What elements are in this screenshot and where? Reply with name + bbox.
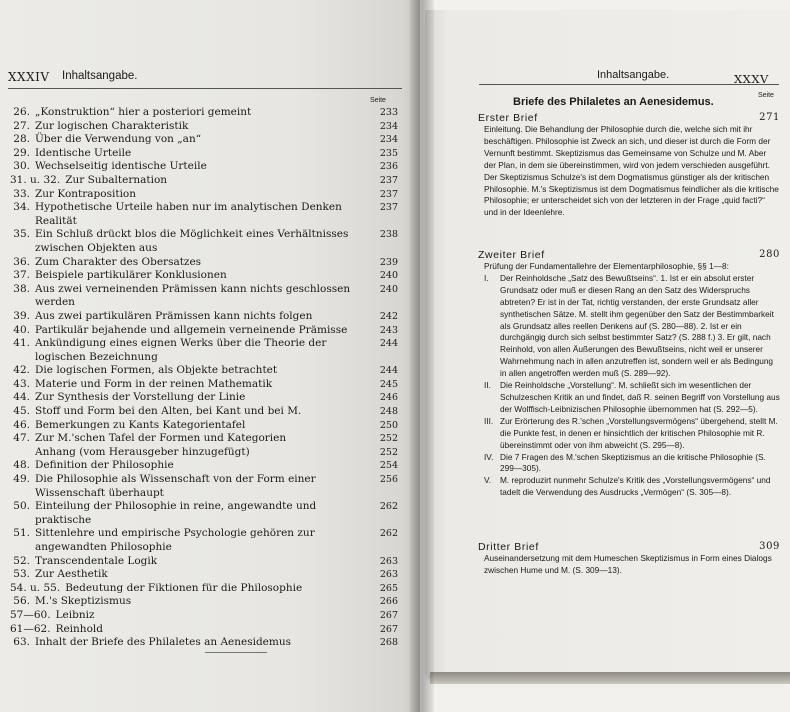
toc-entry-number: 34. [13, 201, 30, 214]
toc-entry-page: 256 [379, 474, 398, 486]
toc-entry [8, 636, 398, 650]
toc-entry-page: 262 [379, 501, 398, 513]
toc-entry-number: 52. [13, 554, 30, 567]
toc-entry-title: Bedeutung der Fiktionen für die Philosophie [65, 581, 303, 594]
toc-entry [8, 269, 398, 283]
toc-entry-page: 246 [379, 392, 398, 404]
left-footer-rule [205, 652, 267, 653]
toc-entry-page: 237 [379, 188, 398, 200]
letter-3-title: Dritter Brief [478, 541, 539, 553]
toc-entry-page: 263 [379, 555, 398, 567]
toc-entry-number: 45. [13, 405, 30, 418]
right-running-head: Inhaltsangabe. [597, 69, 670, 81]
toc-entry-number: 47. [13, 432, 30, 445]
toc-entry-title: Über die Verwendung von „an“ [35, 133, 202, 146]
toc-entry-number: 49. [13, 473, 30, 486]
toc-entry-page: 245 [379, 378, 398, 390]
letter-2-items [484, 273, 780, 499]
toc-entry [8, 324, 398, 338]
toc-entry-page: 244 [379, 365, 398, 377]
left-toc-list [8, 106, 398, 650]
letter-2-item [484, 416, 780, 452]
toc-entry-title: Partikulär bejahende und allgemein verneinende Prämisse [35, 323, 348, 336]
item-roman-numeral: II. [484, 380, 491, 391]
toc-entry-number: 56. [13, 595, 30, 608]
toc-entry-number: 43. [13, 377, 30, 390]
toc-entry-page: 263 [379, 569, 398, 581]
toc-entry-number: 50. [13, 500, 30, 513]
toc-entry [8, 378, 398, 392]
toc-entry-number: 63. [13, 636, 30, 649]
right-page-number: XXXV [734, 72, 769, 86]
item-text: Die Reinholdsche „Vorstellung“. M. schließt sich im wesentlichen der Schulzeschen Kritik an und findet, daß R. seinen Begriff von Vorstellung aus der Wolffisch-Leibnizischen Philosophie übernommen hat (S. 292—5). [500, 380, 780, 414]
toc-entry-title: Die Philosophie als Wissenschaft von der Form einer Wissenschaft überhaupt [35, 473, 316, 499]
letter-1-title: Erster Brief [478, 112, 538, 124]
toc-entry-page: 240 [379, 270, 398, 282]
toc-entry-title: Ankündigung eines eignen Werks über die Theorie der logischen Bezeichnung [35, 337, 327, 363]
toc-entry-title: Hypothetische Urteile haben nur im analytischen Denken Realität [35, 201, 342, 227]
book-gutter [410, 0, 434, 712]
toc-entry-number: 41. [13, 337, 30, 350]
toc-entry-title: Die logischen Formen, als Objekte betrachtet [35, 364, 278, 377]
toc-entry [8, 188, 398, 202]
toc-entry-title: Zur logischen Charakteristik [35, 119, 189, 132]
toc-entry [8, 228, 398, 255]
toc-entry [8, 160, 398, 174]
toc-entry-title: Stoff und Form bei den Alten, bei Kant und bei M. [35, 405, 302, 418]
toc-entry-number: 53. [13, 568, 30, 581]
toc-entry [8, 201, 398, 228]
toc-entry-number: 26. [13, 106, 30, 118]
toc-entry-title: Definition der Philosophie [35, 459, 174, 472]
toc-entry-page: 267 [379, 623, 398, 635]
toc-entry [8, 256, 398, 270]
toc-entry-page: 237 [379, 174, 398, 186]
item-text: Der Reinholdsche „Satz des Bewußtseins“. 1. Ist er ein absolut erster Grundsatz oder muß er diesen Rang an den Satz des Widerspruchs abtreten? Er ist in der Tat, richtig verstanden, der erste Grundsatz aller synthetischen Sätze. M. stellt ihm gegenüber den Satz der Bestimmbarkeit als Grundsatz alles reellen Denkens auf (S. 280—88). 2. Ist er ein durchgängig durch sich selbst bestimmter Satz? (S. 288 f.) 3. Er gilt, nach Reinhold, von allen Äußerungen des Bewußtseins, nicht weil er unserer Wahrnehmung nach in allen anzutreffen ist, sondern weil er als Bedingung in allen angetroffen werden muß (S. 289—92). [500, 272, 774, 379]
toc-entry-title: Zur Synthesis der Vorstellung der Linie [35, 391, 246, 404]
toc-entry-title: Zur Kontraposition [35, 187, 137, 200]
toc-entry [8, 337, 398, 364]
item-roman-numeral: IV. [484, 451, 494, 462]
right-header-rule [479, 84, 779, 85]
toc-entry [8, 623, 398, 637]
toc-entry [8, 174, 398, 188]
letter-3 [478, 541, 780, 577]
letter-2-item [484, 452, 780, 476]
toc-entry-page: 267 [379, 609, 398, 621]
toc-entry-page: 265 [379, 582, 398, 594]
toc-entry-number: 54. u. 55. [10, 581, 61, 594]
toc-entry-page: 252 [379, 433, 398, 445]
toc-entry-title: Identische Urteile [35, 146, 132, 159]
toc-entry-number: 28. [13, 133, 30, 146]
toc-entry-page: 237 [379, 202, 398, 214]
toc-entry [8, 120, 398, 134]
toc-entry-page: 235 [379, 147, 398, 159]
toc-entry-number: 31. u. 32. [10, 173, 61, 186]
toc-entry-title: Wechselseitig identische Urteile [35, 160, 207, 173]
letter-2 [478, 249, 780, 499]
page-block-edge [430, 672, 790, 684]
toc-entry-title: Leibniz [55, 608, 95, 621]
toc-entry [8, 283, 398, 310]
toc-entry-title: Reinhold [55, 622, 103, 635]
toc-entry-number [8, 446, 35, 460]
toc-entry-title: Inhalt der Briefe des Philaletes an Aenesidemus [35, 636, 292, 649]
toc-entry-page: 240 [379, 283, 398, 295]
toc-entry [8, 432, 398, 446]
letter-1-page: 271 [759, 112, 780, 123]
toc-entry [8, 568, 398, 582]
toc-entry-number: 48. [13, 459, 30, 472]
letter-1 [478, 112, 780, 219]
toc-entry-title: Zur M.'schen Tafel der Formen und Kategorien [35, 432, 287, 445]
toc-entry [8, 459, 398, 473]
toc-entry-number: 61—62. [10, 622, 51, 635]
toc-entry-page: 234 [379, 120, 398, 132]
toc-entry-number: 46. [13, 418, 30, 431]
toc-entry-number: 33. [13, 187, 30, 200]
toc-entry-page: 243 [379, 324, 398, 336]
toc-entry-title: Zur Aesthetik [35, 568, 108, 581]
toc-entry-title: Aus zwei partikulären Prämissen kann nichts folgen [35, 309, 313, 322]
toc-entry-page: 234 [379, 134, 398, 146]
toc-entry [8, 527, 398, 554]
item-text: M. reproduzirt nunmehr Schulze's Kritik des „Vorstellungsvermögens“ und tadelt die Verwendung des Ausdrucks „Vermögen“ (S. 305—8). [500, 475, 771, 498]
toc-entry [8, 106, 398, 120]
item-roman-numeral: I. [484, 272, 489, 283]
item-roman-numeral: III. [484, 415, 494, 426]
toc-entry-number: 51. [13, 527, 30, 540]
toc-entry-page: 233 [379, 107, 398, 118]
toc-entry-page: 236 [379, 161, 398, 173]
letter-2-title: Zweiter Brief [478, 249, 545, 261]
toc-entry-number: 57—60. [10, 608, 51, 621]
letter-2-item [484, 475, 780, 499]
right-column-label: Seite [758, 92, 774, 99]
left-running-head: Inhaltsangabe. [62, 70, 138, 82]
toc-entry [8, 582, 398, 596]
toc-entry-title: Aus zwei verneinenden Prämissen kann nichts geschlossen werden [35, 282, 351, 309]
toc-entry [8, 446, 398, 460]
toc-entry-title: Einteilung der Philosophie in reine, angewandte und praktische [35, 500, 317, 526]
toc-entry-title: Beispiele partikulärer Konklusionen [35, 269, 227, 282]
toc-entry-title: M.'s Skeptizismus [35, 595, 132, 608]
letter-3-page: 309 [759, 541, 780, 552]
toc-entry-number: 37. [13, 269, 30, 282]
toc-entry-number: 42. [13, 364, 30, 377]
toc-entry-number: 38. [13, 282, 30, 295]
toc-entry-page: 254 [379, 460, 398, 472]
toc-entry-page: 238 [379, 229, 398, 241]
toc-entry-page: 248 [379, 406, 398, 418]
toc-entry-title: Transcendentale Logik [35, 554, 158, 567]
toc-entry-title: Sittenlehre und empirische Psychologie gehören zur angewandten Philosophie [35, 527, 315, 553]
letter-2-page: 280 [759, 249, 780, 260]
left-column-label: Seite [370, 97, 386, 104]
toc-entry-title: Anhang (vom Herausgeber hinzugefügt) [35, 445, 250, 458]
toc-entry-page: 262 [379, 528, 398, 540]
item-text: Zur Erörterung des R.'schen „Vorstellungsvermögens“ übergehend, stellt M. die Punkte fest, in denen er hinsichtlich der kritischen Philosophie mit R. übereinstimmt oder von ihm abweicht (S. 295—8). [500, 415, 778, 450]
toc-entry [8, 391, 398, 405]
toc-entry-page: 242 [379, 310, 398, 322]
toc-entry-title: Zum Charakter des Obersatzes [35, 255, 202, 268]
toc-entry [8, 133, 398, 147]
toc-entry-page: 252 [379, 446, 398, 458]
toc-entry-number: 27. [13, 119, 30, 132]
toc-entry-title: Zur Subalternation [65, 173, 168, 186]
toc-entry [8, 310, 398, 324]
toc-entry-number: 29. [13, 146, 30, 159]
toc-entry-page: 244 [379, 338, 398, 350]
section-title: Briefe des Philaletes an Aenesidemus. [513, 96, 714, 108]
toc-entry [8, 473, 398, 500]
left-page-number: XXXIV [8, 70, 50, 84]
toc-entry [8, 364, 398, 378]
left-header-rule [8, 88, 402, 89]
toc-entry [8, 147, 398, 161]
toc-entry [8, 500, 398, 527]
toc-entry [8, 419, 398, 433]
toc-entry-page: 266 [379, 596, 398, 608]
toc-entry-number: 39. [13, 309, 30, 322]
toc-entry-page: 268 [379, 637, 398, 649]
toc-entry [8, 595, 398, 609]
toc-entry [8, 555, 398, 569]
letter-2-intro: Prüfung der Fundamentallehre der Elementarphilosophie, §§ 1—8: [484, 261, 729, 271]
toc-entry-number: 36. [13, 255, 30, 268]
toc-entry-number: 40. [13, 323, 30, 336]
toc-entry-number: 35. [13, 228, 30, 241]
toc-entry-number: 44. [13, 391, 30, 404]
letter-2-item [484, 380, 780, 416]
letter-2-item [484, 273, 780, 380]
toc-entry [8, 609, 398, 623]
item-roman-numeral: V. [484, 475, 492, 486]
toc-entry-title: Ein Schluß drückt blos die Möglichkeit eines Verhältnisses zwischen Objekten aus [35, 228, 349, 254]
toc-entry-title: Bemerkungen zu Kants Kategorientafel [35, 418, 246, 431]
letter-1-summary: Einleitung. Die Behandlung der Philosophie durch die, welche sich mit ihr beschäftigen. Philosophie ist Zweck an sich, und dieser ist durch die Form der Vernunft bestimmt. Skeptizismus das Gemeinsame von Schulze und M. Aber der Plan, in dem sie übereinstimmen, wird von jedem verschieden ausgeführt. Der Skeptizismus Schulze's ist dem Dogmatismus günstiger als der kritischen Philosophie. M.'s Skeptizismus ist dem Dogmatismus feindlicher als die kritische Philosophie; er unterscheidet sich von der letzteren in der Frage „quid facti?“ und in der Ideenlehre. [484, 124, 779, 218]
toc-entry-title: Materie und Form in der reinen Mathematik [35, 377, 273, 390]
toc-entry-number: 30. [13, 160, 30, 173]
letter-3-summary: Auseinandersetzung mit dem Humeschen Skeptizismus in Form eines Dialogs zwischen Hume und M. (S. 309—13). [484, 553, 772, 575]
item-text: Die 7 Fragen des M.'schen Skeptizismus an die kritische Philosophie (S. 299—305). [500, 451, 766, 474]
toc-entry-page: 250 [379, 419, 398, 431]
toc-entry-title: „Konstruktion“ hier a posteriori gemeint [35, 106, 252, 118]
toc-entry-page: 239 [379, 256, 398, 268]
toc-entry [8, 405, 398, 419]
